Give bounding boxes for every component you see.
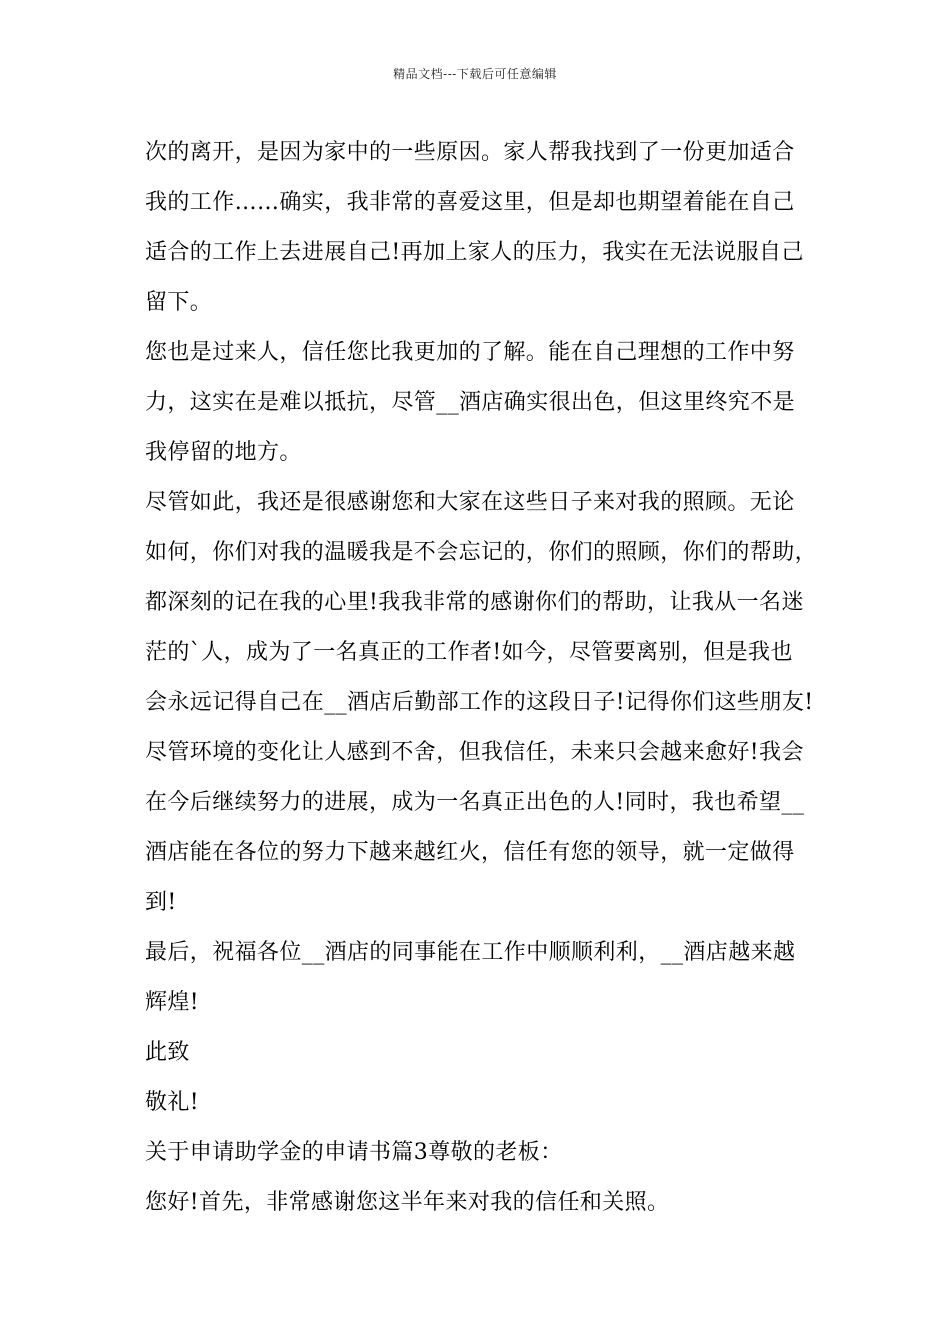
text-line: 敬礼! bbox=[145, 1090, 200, 1115]
text-line: 关于申请助学金的申请书篇3尊敬的老板： bbox=[145, 1140, 563, 1165]
text-line: 如何，你们对我的温暖我是不会忘记的，你们的照顾，你们的帮助， bbox=[145, 540, 818, 565]
page-header: 精品文档---下载后可任意编辑 bbox=[393, 67, 557, 81]
text-line: 到! bbox=[145, 890, 177, 915]
text-line: 茫的`人，成为了一名真正的工作者!如今，尽管要离别，但是我也 bbox=[145, 640, 793, 665]
text-line: 我的工作……确实，我非常的喜爱这里，但是却也期望着能在自己 bbox=[145, 190, 795, 215]
text-line: 适合的工作上去进展自己!再加上家人的压力，我实在无法说服自己 bbox=[145, 240, 804, 265]
text-line: 力，这实在是难以抵抗，尽管__酒店确实很出色，但这里终究不是 bbox=[145, 390, 796, 415]
document-body bbox=[145, 128, 818, 1228]
text-line: 都深刻的记在我的心里!我我非常的感谢你们的帮助，让我从一名迷 bbox=[145, 590, 804, 615]
text-line: 酒店能在各位的努力下越来越红火，信任有您的领导，就一定做得 bbox=[145, 840, 795, 865]
text-line: 留下。 bbox=[145, 290, 213, 315]
text-line: 在今后继续努力的进展，成为一名真正出色的人!同时，我也希望__ bbox=[145, 790, 805, 815]
text-line: 尽管如此，我还是很感谢您和大家在这些日子来对我的照顾。无论 bbox=[145, 490, 795, 515]
text-line: 您好!首先，非常感谢您这半年来对我的信任和关照。 bbox=[145, 1190, 670, 1215]
text-line: 次的离开，是因为家中的一些原因。家人帮我找到了一份更加适合 bbox=[145, 140, 795, 165]
text-line: 此致 bbox=[145, 1040, 190, 1065]
text-line: 尽管环境的变化让人感到不舍，但我信任，未来只会越来愈好!我会 bbox=[145, 740, 804, 765]
text-line: 会永远记得自己在__酒店后勤部工作的这段日子!记得你们这些朋友! bbox=[145, 690, 814, 715]
text-line: 最后，祝福各位__酒店的同事能在工作中顺顺利利，__酒店越来越 bbox=[145, 940, 796, 965]
text-line: 我停留的地方。 bbox=[145, 440, 302, 465]
text-line: 您也是过来人，信任您比我更加的了解。能在自己理想的工作中努 bbox=[145, 340, 795, 365]
text-line: 辉煌! bbox=[145, 990, 200, 1015]
